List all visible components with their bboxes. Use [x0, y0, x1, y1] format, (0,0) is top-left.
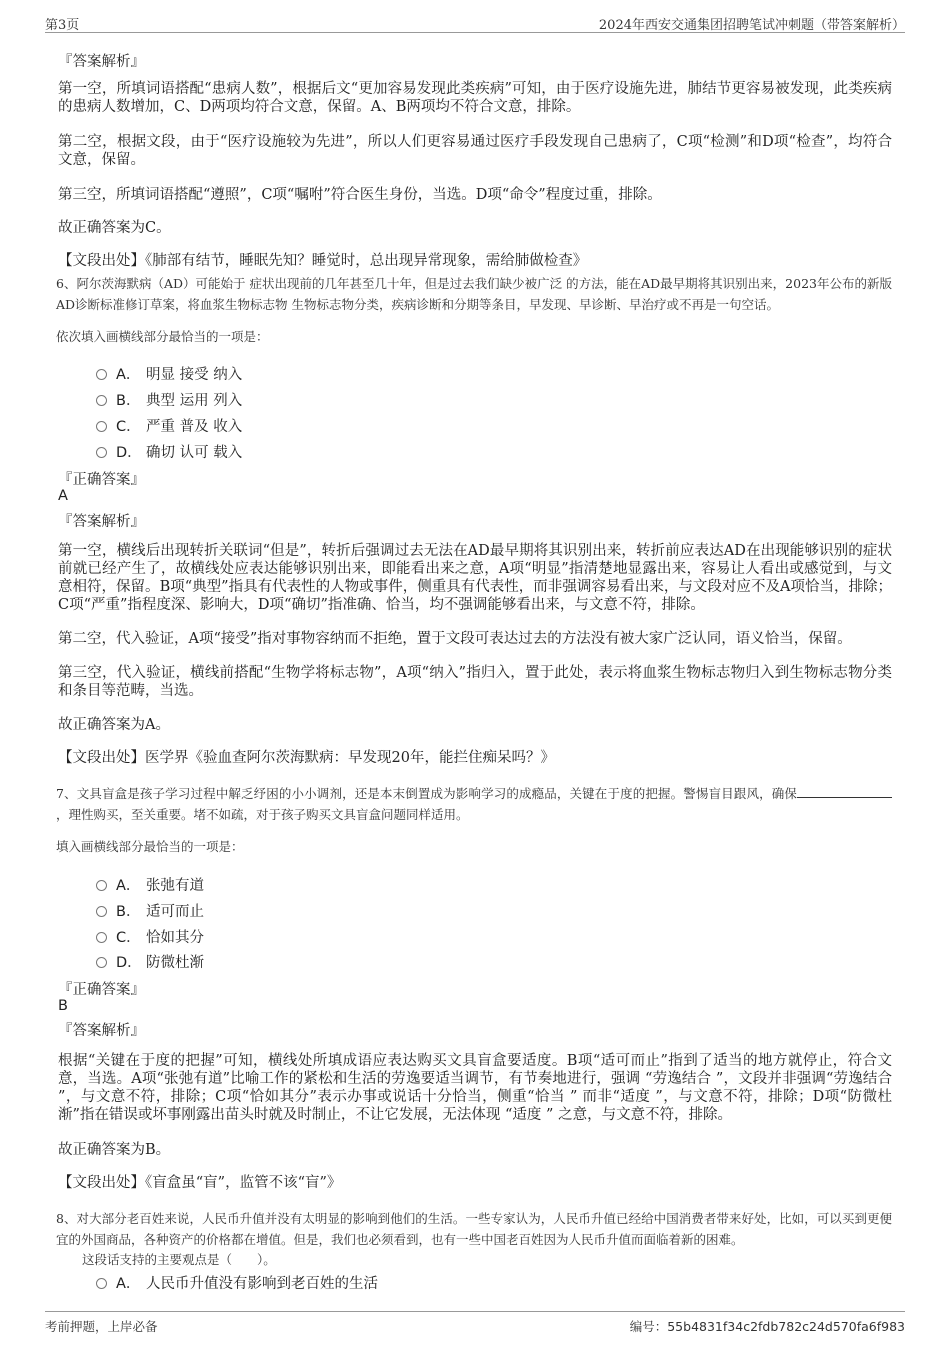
q7-explain-p1: 根据“关键在于度的把握”可知，横线处所填成语应表达购买文具盲盒要适度。B项“适可而止”指到了适当的地方就停止，符合文意，当选。A项“张弛有道”比喻工作的紧松和生活的劳逸要适当调节，有节奏地进行，强调 “劳逸结合 ”，文段并非强调“劳逸结合 ”，与文意不符，排除；C项“恰如其分”表示办事或说话十分恰当，侧重“恰当 ” 而非“适度 ”，与文意不符，排除；D项“防微杜渐”指在错误或坏事刚露出苗头时就及时制止，不让它发展，无法体现 “适度 ” 之意，与文意不符，排除。: [58, 1053, 892, 1123]
page-number: 第3页: [45, 18, 80, 33]
radio-icon[interactable]: [96, 906, 107, 917]
q6-option-a[interactable]: A． 明显 接受 纳入: [96, 363, 242, 384]
q7-answer-label: 『正确答案』: [58, 982, 145, 998]
q5-explain-p3: 第三空，所填词语搭配“遵照”，C项“嘱咐”符合医生身份，当选。D项“命令”程度过重，排除。: [58, 187, 662, 203]
q5-explain-p1: 第一空，所填词语搭配“患病人数”，根据后文“更加容易发现此类疾病”可知，由于医疗设施先进，肺结节更容易被发现，此类疾病的患病人数增加，C、D两项均符合文意，保留。A、B两项均不符合文意，排除。: [58, 81, 892, 115]
q6-explain-label: 『答案解析』: [58, 514, 145, 530]
q6-source: 【文段出处】医学界《验血查阿尔茨海默病：早发现20年，能拦住痴呆吗？》: [58, 750, 555, 766]
q6-option-d[interactable]: D． 确切 认可 载入: [96, 441, 242, 462]
q7-option-b[interactable]: B． 适可而止: [96, 900, 204, 921]
radio-icon[interactable]: [96, 1278, 107, 1289]
q7-conclusion: 故正确答案为B。: [58, 1142, 171, 1158]
q6-conclusion: 故正确答案为A。: [58, 717, 170, 733]
radio-icon[interactable]: [96, 421, 107, 432]
q7-source: 【文段出处】《盲盒虽“盲”，监管不该“盲”》: [58, 1175, 342, 1191]
q5-explain-p2: 第二空，根据文段，由于“医疗设施较为先进”，所以人们更容易通过医疗手段发现自己患病了，C项“检测”和D项“检查”，均符合文意，保留。: [58, 134, 892, 168]
q6-option-b[interactable]: B． 典型 运用 列入: [96, 389, 242, 410]
q7-answer: B: [58, 998, 68, 1014]
q5-source: 【文段出处】《肺部有结节，睡眠先知？睡觉时，总出现异常现象，需给肺做检查》: [58, 253, 588, 269]
document-title: 2024年西安交通集团招聘笔试冲刺题（带答案解析）: [598, 18, 905, 33]
radio-icon[interactable]: [96, 395, 107, 406]
page-header: [45, 12, 905, 33]
q6-explain-p1: 第一空，横线后出现转折关联词“但是”，转折后强调过去无法在AD最早期将其识别出来，转折前应表达AD在出现能够识别的症状前就已经产生了，故横线处应表达能够识别出来，即能看出来之意，A项“明显”指清楚地显露出来，容易让人看出或感觉到，与文意相符，保留。B项“典型”指具有代表性的人物或事件，侧重具有代表性，而非强调容易看出来，与文段对应不及A项恰当，排除；C项“严重”指程度深、影响大，D项“确切”指准确、恰当，均不强调能够看出来，与文意不符，排除。: [58, 543, 892, 613]
answer-blank: [797, 785, 892, 798]
q7-option-a[interactable]: A． 张弛有道: [96, 874, 204, 895]
q5-explain-label: 『答案解析』: [58, 54, 145, 70]
q7-option-d[interactable]: D． 防微杜渐: [96, 951, 204, 972]
q8-prompt: 这段话支持的主要观点是（ ）。: [82, 1252, 276, 1267]
q6-question: 6、阿尔茨海默病（AD）可能始于 症状出现前的几年甚至几十年，但是过去我们缺少被广泛 的方法，能在AD最早期将其识别出来，2023年公布的新版AD诊断标准修订草案，将血浆生物标志物 生物标志物分类，疾病诊断和分期等条目，早发现、早诊断、早治疗或不再是一句空话。: [56, 276, 892, 312]
q6-prompt: 依次填入画横线部分最恰当的一项是：: [56, 329, 269, 344]
q6-answer: A: [58, 488, 68, 504]
page-footer: [45, 1311, 905, 1336]
q7-option-c[interactable]: C． 恰如其分: [96, 926, 204, 947]
radio-icon[interactable]: [96, 957, 107, 968]
q7-prompt: 填入画横线部分最恰当的一项是：: [56, 839, 244, 854]
radio-icon[interactable]: [96, 369, 107, 380]
q8-question: 8、对大部分老百姓来说，人民币升值并没有太明显的影响到他们的生活。一些专家认为，人民币升值已经给中国消费者带来好处，比如，可以买到更便宜的外国商品，各种资产的价格都在增值。但是，我们也必须看到，也有一些中国老百姓因为人民币升值而面临着新的困难。: [56, 1211, 892, 1247]
radio-icon[interactable]: [96, 447, 107, 458]
document-code: 编号：55b4831f34c2fdb782c24d570fa6f983: [629, 1319, 905, 1334]
footer-slogan: 考前押题，上岸必备: [45, 1319, 158, 1334]
q7-question: 7、文具盲盒是孩子学习过程中解乏纾困的小小调剂，还是本末倒置成为影响学习的成瘾品，关键在于度的把握。警惕盲目跟风，确保，理性购买，至关重要。堵不如疏，对于孩子购买文具盲盒问题同样适用。: [56, 783, 892, 825]
q8-option-a[interactable]: A． 人民币升值没有影响到老百姓的生活: [96, 1272, 378, 1293]
radio-icon[interactable]: [96, 932, 107, 943]
q6-answer-label: 『正确答案』: [58, 472, 145, 488]
q6-explain-p2: 第二空，代入验证，A项“接受”指对事物容纳而不拒绝，置于文段可表达过去的方法没有被大家广泛认同，语义恰当，保留。: [58, 631, 852, 647]
q6-explain-p3: 第三空，代入验证，横线前搭配“生物学将标志物”，A项“纳入”指归入，置于此处，表示将血浆生物标志物归入到生物标志物分类和条目等范畴，当选。: [58, 665, 892, 699]
q7-explain-label: 『答案解析』: [58, 1023, 145, 1039]
q5-conclusion: 故正确答案为C。: [58, 220, 171, 236]
radio-icon[interactable]: [96, 880, 107, 891]
q6-option-c[interactable]: C． 严重 普及 收入: [96, 415, 242, 436]
